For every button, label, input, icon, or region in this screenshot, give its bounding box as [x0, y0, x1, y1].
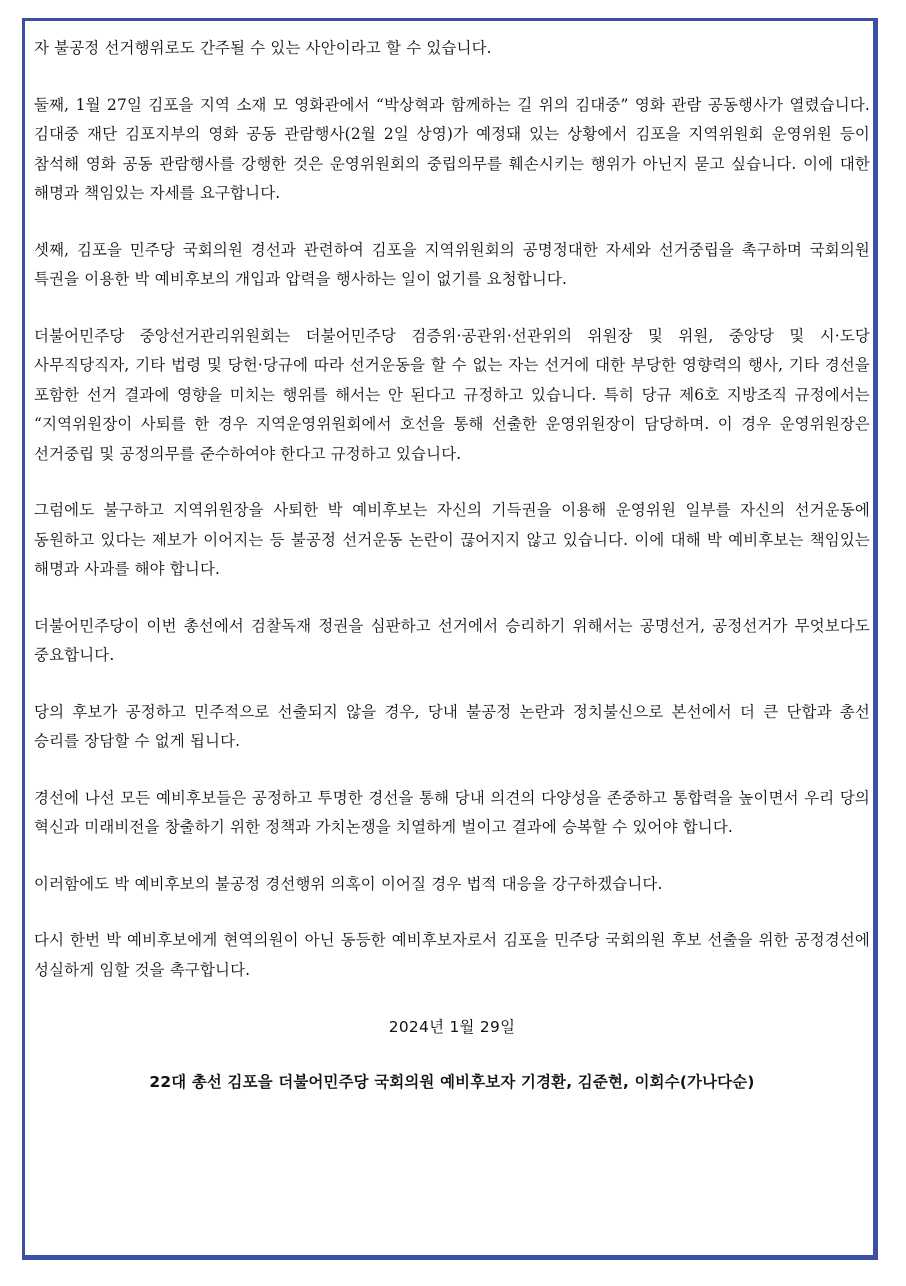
document-body: [34, 34, 870, 1097]
paragraph-fair-election: 더불어민주당이 이번 총선에서 검찰독재 정권을 심판하고 선거에서 승리하기 위해서는 공명선거, 공정선거가 무엇보다도 중요합니다.: [34, 616, 870, 664]
paragraph-unity: 당의 후보가 공정하고 민주적으로 선출되지 않을 경우, 당내 불공정 논란과 정치불신으로 본선에서 더 큰 단합과 총선 승리를 장담할 수 없게 됩니다.: [34, 702, 870, 750]
paragraph-candidates: 경선에 나선 모든 예비후보들은 공정하고 투명한 경선을 통해 당내 의견의 다양성을 존중하고 통합력을 높이면서 우리 당의 혁신과 미래비전을 창출하기 위한 정책과 가치논쟁을 치열하게 벌이고 결과에 승복할 수 있어야 합니다.: [34, 788, 870, 836]
paragraph-allegation: 그럼에도 불구하고 지역위원장을 사퇴한 박 예비후보는 자신의 기득권을 이용해 운영위원 일부를 자신의 선거운동에 동원하고 있다는 제보가 이어지는 등 불공정 선거운동 논란이 끊어지지 않고 있습니다. 이에 대해 박 예비후보는 책임있는 해명과 사과를 해야 합니다.: [34, 501, 870, 578]
document-signature: 22대 총선 김포을 더불어민주당 국회의원 예비후보자 기경환, 김준현, 이회수(가나다순): [149, 1073, 755, 1091]
paragraph-continuation: 자 불공정 선거행위로도 간주될 수 있는 사안이라고 할 수 있습니다.: [34, 39, 492, 57]
document-date: 2024년 1월 29일: [388, 1018, 516, 1036]
paragraph-second-point: 둘째, 1월 27일 김포을 지역 소재 모 영화관에서 “박상혁과 함께하는 길 위의 김대중” 영화 관람 공동행사가 열렸습니다. 김대중 재단 김포지부의 영화 공동 관람행사(2월 2일 상영)가 예정돼 있는 상황에서 김포을 지역위원회 운영위원 등이 참석해 영화 공동 관람행사를 강행한 것은 운영위원회의 중립의무를 훼손시키는 행위가 아닌지 묻고 싶습니다. 이에 대한 해명과 책임있는 자세를 요구합니다.: [34, 95, 870, 202]
paragraph-election-rules: 더불어민주당 중앙선거관리위원회는 더불어민주당 검증위·공관위·선관위의 위원장 및 위원, 중앙당 및 시·도당 사무직당직자, 기타 법령 및 당헌·당규에 따라 선거운동을 할 수 없는 자는 선거에 대한 부당한 영향력의 행사, 기타 경선을 포함한 선거 결과에 영향을 미치는 행위를 해서는 안 된다고 규정하고 있습니다. 특히 당규 제6호 지방조직 규정에서는 “지역위원장이 사퇴를 한 경우 지역운영위원회에서 호선을 통해 선출한 운영위원장이 담당하며. 이 경우 운영위원장은 선거중립 및 공정의무를 준수하여야 한다고 규정하고 있습니다.: [34, 326, 870, 463]
paragraph-third-point: 셋째, 김포을 민주당 국회의원 경선과 관련하여 김포을 지역위원회의 공명정대한 자세와 선거중립을 촉구하며 국회의원 특권을 이용한 박 예비후보의 개입과 압력을 행사하는 일이 없기를 요청합니다.: [34, 240, 870, 288]
paragraph-legal-response: 이러함에도 박 예비후보의 불공정 경선행위 의혹이 이어질 경우 법적 대응을 강구하겠습니다.: [34, 874, 663, 893]
paragraph-final-appeal: 다시 한번 박 예비후보에게 현역의원이 아닌 동등한 예비후보자로서 김포을 민주당 국회의원 후보 선출을 위한 공정경선에 성실하게 임할 것을 촉구합니다.: [34, 931, 870, 979]
